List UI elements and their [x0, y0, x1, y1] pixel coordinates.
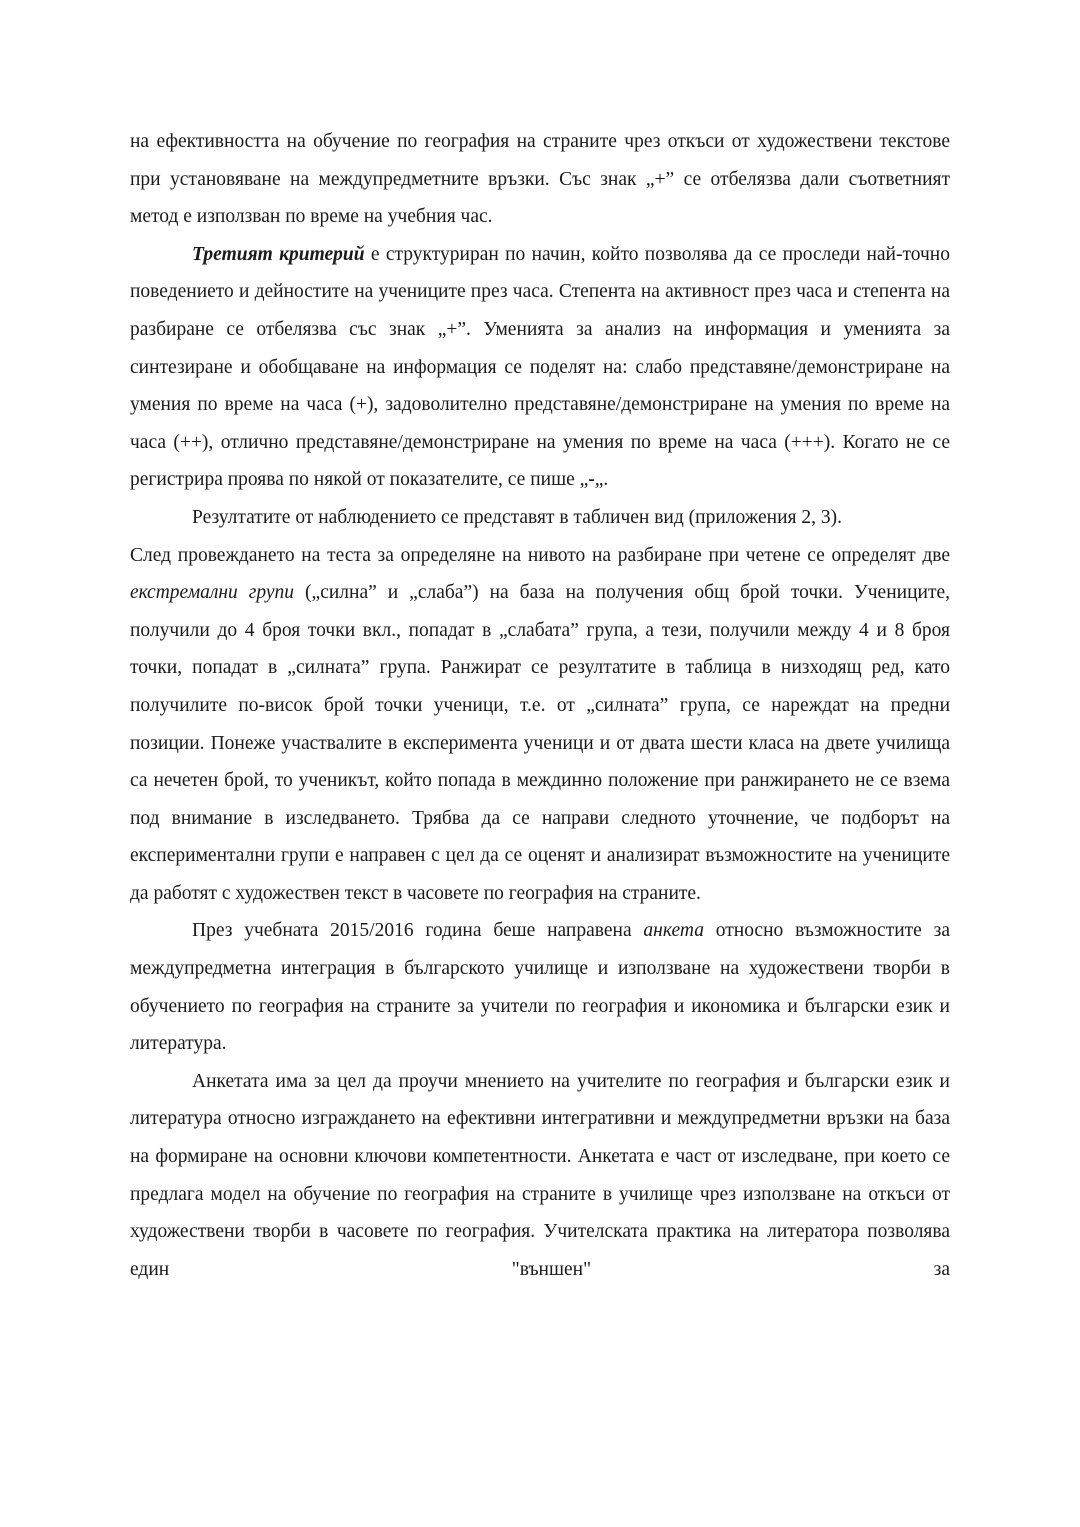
paragraph-extreme-groups [130, 537, 950, 913]
dash-mark: - [588, 469, 595, 491]
paragraph-end: „. [594, 469, 609, 491]
paragraph-method-evaluation [130, 123, 950, 236]
term-extreme-groups: екстремални групи [130, 582, 295, 604]
document-page [130, 123, 950, 1288]
paragraph-text: Резултатите от наблюдението се представят в табличен вид (приложения 2, 3). [192, 506, 842, 528]
paragraph-survey-goal [130, 1063, 950, 1289]
paragraph-text: Анкетата има за цел да проучи мнението на учителите по география и български език и литература относно изграждането на ефективни интегративни и междупредметни връзки на база на формиране на основни ключови компетентности. Анкетата е част от изследване, при което се предлага модел на обучение по география на страните в училище чрез използване на откъси от художествени творби в часовете по география. Учителската практика на литератора позволява един "външен" за [130, 1070, 950, 1280]
paragraph-text: („силна” и „слаба”) на база на получения общ брой точки. Учениците, получили до 4 броя точки вкл., попадат в „слабата” група, а тези, получили между 4 и 8 броя точки, попадат в „силната” група. Ранжират се резултатите в таблица в низходящ ред, като получилите по-висок брой точки ученици, т.е. от „силната” група, се нареждат на предни позиции. Понеже участвалите в експеримента ученици и от двата шести класа на двете училища са нечетен брой, то ученикът, който попада в междинно положение при ранжирането не се взема под внимание в изследването. Трябва да се направи следното уточнение, че подборът на експериментални групи е направен с цел да се оценят и анализират възможностите на учениците да работят с художествен текст в часовете по география на страните. [130, 582, 950, 904]
term-third-criterion: Третият критерий [192, 243, 365, 265]
paragraph-text: След провеждането на теста за определяне на нивото на разбиране при четене се определят две [130, 544, 950, 566]
paragraph-text: е структуриран по начин, който позволява да се проследи най-точно поведението и дейностите на учениците през часа. Степента на активност през часа и степента на разбиране се отбелязва със знак „+”. Уменията за анализ на информация и уменията за синтезиране и обобщаване на информация се поделят на: слабо представяне/демонстриране на умения по време на часа (+), задоволително представяне/демонстриране на умения по време на часа (++), отлично представяне/демонстриране на умения по време на часа (+++). Когато не се регистрира проява по някой от показателите, се пише „ [130, 243, 950, 491]
paragraph-text: относно възможностите за междупредметна интеграция в българското училище и използване на художествени творби в обучението по география на страните за учители по география и икономика и български език и литература. [130, 920, 950, 1055]
term-survey: анкета [643, 920, 704, 942]
paragraph-text: През учебната 2015/2016 година беше направена [192, 920, 644, 942]
paragraph-text: на ефективността на обучение по география на страните чрез откъси от художествени текстове при установяване на междупредметните връзки. Със знак „+” се отбелязва дали съответният метод е използван по време на учебния час. [130, 131, 950, 228]
paragraph-survey [130, 912, 950, 1062]
paragraph-third-criterion [130, 236, 950, 499]
paragraph-results [130, 499, 950, 537]
